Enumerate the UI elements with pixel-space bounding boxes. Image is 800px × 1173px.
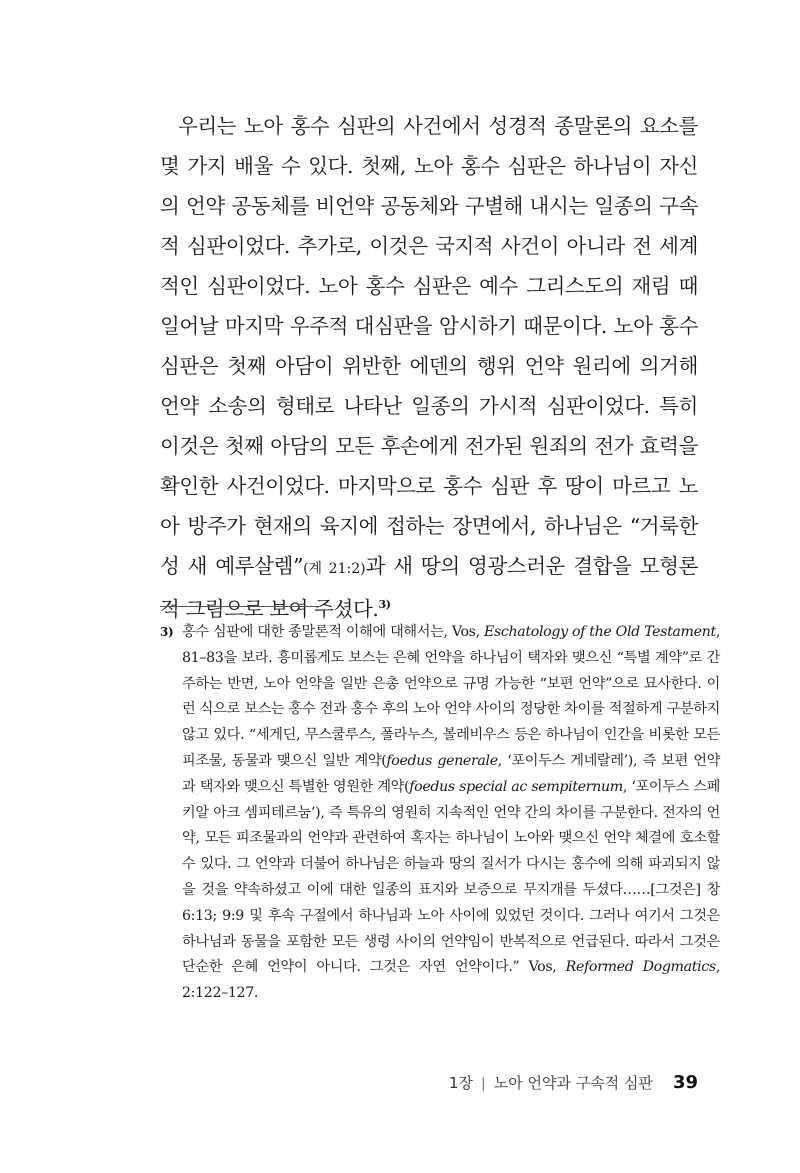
latin-term-foedus-special: foedus special ac sempiternum [409, 778, 623, 795]
footnote-number: 3) [160, 625, 174, 639]
body-text-end: 과 새 땅의 영광스러운 결합을 모형론적 그림으로 보여 주셨다. [160, 554, 698, 621]
scripture-reference: (계 21:2) [303, 561, 366, 577]
footnote-marker[interactable]: 3) [378, 598, 391, 611]
footer-separator: | [481, 1076, 486, 1092]
footnote-text-2: , 81–83을 보라. 흥미롭게도 보스는 은혜 언약을 하나님이 택자와 맺으신 “특별 계약”로 간주하는 반면, 노아 언약을 일반 은총 언약으로 규명 가능한 “보편 언약”으로 묘사한다. 이런 식으로 보스는 홍수 전과 홍수 후의 노아 언약 사이의 정당한 차이를 적절하게 구분하지 않고 있다. “세게딘, 무스쿨루스, 폴라누스, 볼레비우스 등은 하나님이 인간을 비롯한 모든 피조물, 동물과 맺으신 일반 계약( [182, 624, 721, 769]
footnote [160, 620, 720, 1007]
page-number: 39 [672, 1072, 698, 1093]
footnote-text-3: , ‘포이두스 게네랄레’), 즉 보편 언약과 택자와 맺으신 특별한 영원한 계약( [182, 752, 720, 795]
chapter-title: 노아 언약과 구속적 심판 [493, 1074, 653, 1092]
body-paragraph [160, 106, 698, 629]
book-title-eschatology: Eschatology of the Old Testament [483, 624, 716, 640]
body-text-main: 우리는 노아 홍수 심판의 사건에서 성경적 종말론의 요소를 몇 가지 배울 수 있다. 첫째, 노아 홍수 심판은 하나님이 자신의 언약 공동체를 비언약 공동체와 구별해 내시는 일종의 구속적 심판이었다. 추가로, 이것은 국지적 사건이 아니라 전 세계적인 심판이었다. 노아 홍수 심판은 예수 그리스도의 재림 때 일어날 마지막 우주적 대심판을 암시하기 때문이다. 노아 홍수 심판은 첫째 아담이 위반한 에덴의 행위 언약 원리에 의거해 언약 소송의 형태로 나타난 일종의 가시적 심판이었다. 특히 이것은 첫째 아담의 모든 후손에게 전가된 원죄의 전가 효력을 확인한 사건이었다. 마지막으로 홍수 심판 후 땅이 마르고 노아 방주가 현재의 육지에 접하는 장면에서, 하나님은 “거룩한 성 새 예루살렘” [160, 114, 698, 578]
footnote-divider [160, 606, 320, 607]
footnote-text-5: , 2:122–127. [182, 959, 721, 1002]
footnote-text-1: 홍수 심판에 대한 종말론적 이해에 대해서는, Vos, [182, 624, 484, 640]
chapter-label: 1장 [448, 1074, 473, 1092]
book-title-reformed-dogmatics: Reformed Dogmatics [565, 959, 716, 976]
footnote-text-4: , ‘포이두스 스페키알 아크 셈피테르눔’), 즉 특유의 영원히 지속적인 언약 간의 차이를 구분한다. 전자의 언약, 모든 피조물과의 언약과 관련하여 혹자는 하나님이 노아와 맺으신 언약 체결에 호소할 수 있다. 그 언약과 더불어 하나님은 하늘과 땅의 질서가 다시는 홍수에 의해 파괴되지 않을 것을 약속하셨고 이에 대한 일종의 표지와 보증으로 무지개를 두셨다……[그것은] 창 6:13; 9:9 및 후속 구절에서 하나님과 노아 사이에 있었던 것이다. 그러나 여기서 그것은 하나님과 동물을 포함한 모든 생령 사이의 언약임이 반복적으로 언급된다. 따라서 그것은 단순한 은혜 언약이 아니다. 그것은 자연 언약이다.” Vos, [182, 778, 720, 976]
page-footer [449, 1072, 698, 1093]
latin-term-foedus-generale: foedus generale [386, 752, 498, 769]
